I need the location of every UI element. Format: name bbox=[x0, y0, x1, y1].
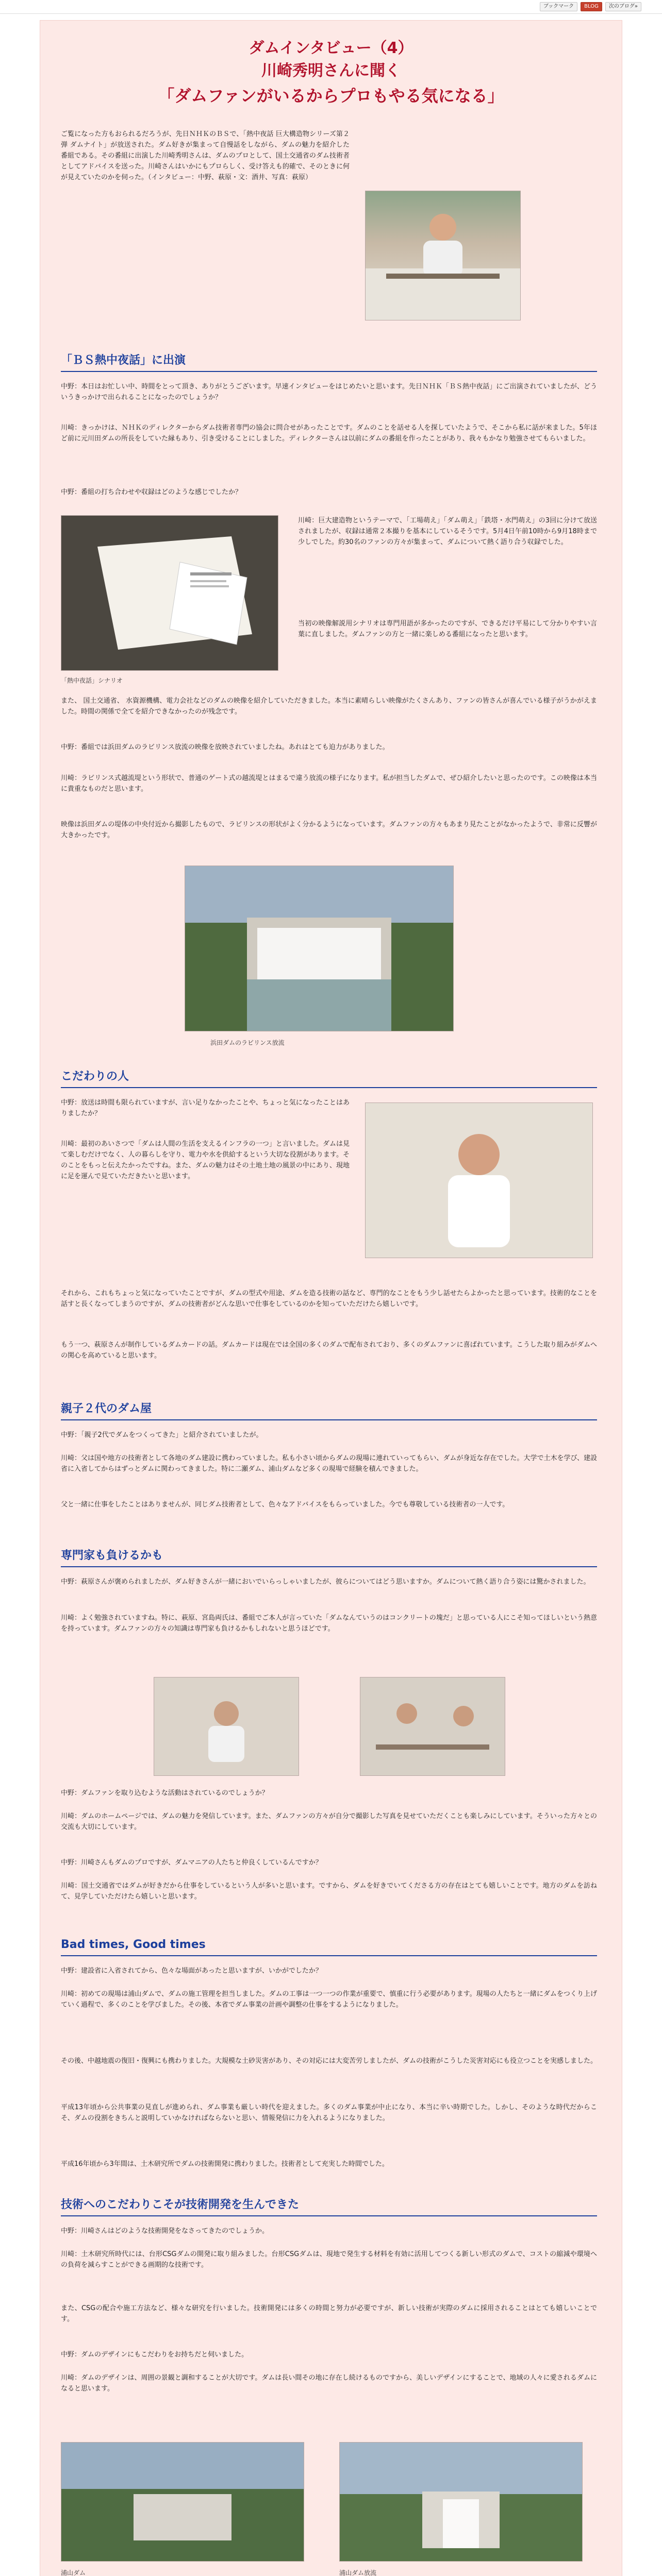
tech-p5: 川崎：ダムのデザインは、周囲の景観と調和することが大切です。ダムは長い間その地に存在し続けるものですから、美しいデザインにすることで、地域の人々に愛されるダムになると思います。 bbox=[61, 2374, 597, 2393]
family-p2: 川崎：父は国や地方の技術者として各地のダム建設に携わっていました。私も小さい頃からダムの現場に連れていってもらい、ダムが身近な存在でした。大学で土木を学び、建設省に入省してからはずっとダムに関わってきました。特に二瀬ダム、浦山ダムなど多くの現場で経験を積んできました。 bbox=[61, 1454, 597, 1473]
caption-scenario: 「熱中夜話」シナリオ bbox=[61, 677, 123, 684]
pro-p5: 中野：川崎さんもダムのプロですが、ダムマニアの人たちと仲良くしているんですか？ bbox=[61, 1859, 322, 1867]
interview-photo-3 bbox=[154, 1677, 299, 1776]
person-speaking-image bbox=[366, 1103, 592, 1258]
ntv-p7: 中野：番組では浜田ダムのラビリンス放流の映像を放映されていましたね。あれはとても迫力がありました。 bbox=[61, 743, 389, 751]
interview-photo-4 bbox=[360, 1677, 505, 1776]
heading-ntv-rule bbox=[61, 371, 597, 372]
origin-p2: 川崎：最初のあいさつで「ダムは人間の生活を支えるインフラの一つ」と言いました。ダムは見て楽しむだけでなく、人の暮らしを守り、電力や水を供給するという大切な役割があります。そのことをもっと伝えたかったですね。また、ダムの魅力はその土地土地の風景の中にあり、現地に足を運んで見ていただきたいと思います。 bbox=[61, 1140, 350, 1180]
caption-urayama-discharge: 浦山ダム放流 bbox=[339, 2569, 377, 2576]
interview-photo-1 bbox=[365, 191, 521, 320]
heading-origin-rule bbox=[61, 1087, 597, 1088]
interview-photo-2 bbox=[365, 1103, 593, 1258]
heading-pro-rule bbox=[61, 1566, 597, 1567]
ntv-p8: 川崎：ラビリンス式越流堤という形状で、普通のゲート式の越流堤とはまるで違う放流の様子になります。私が担当したダムで、ぜひ紹介したいと思ったのです。この映像は本当に貴重なものだと思います。 bbox=[61, 774, 597, 793]
heading-tech-rule bbox=[61, 2215, 597, 2216]
blog-button[interactable]: BLOG bbox=[581, 2, 602, 11]
ntv-p6: また、 国土交通省、 水資源機構、電力会社などのダムの映像を紹介していただきました。本当に素晴らしい映像がたくさんあり、ファンの皆さんが喜んでいる様子がうかがえました。時間の関係で全てを紹介できなかったのが残念です。 bbox=[61, 697, 597, 716]
caption-urayama: 浦山ダム bbox=[61, 2569, 86, 2576]
person-at-desk-image bbox=[366, 191, 520, 320]
tech-p3: また、CSGの配合や施工方法など、様々な研究を行いました。技術開発には多くの時間と努力が必要ですが、新しい技術が実際のダムに採用されることはとても嬉しいことです。 bbox=[61, 2304, 597, 2323]
origin-p1: 中野：放送は時間も限られていますが、言い足りなかったことや、ちょっと気になったことはありましたか？ bbox=[61, 1099, 350, 1117]
heading-tech: 技術へのこだわりこそが技術開発を生んできた bbox=[61, 2198, 300, 2211]
intro-paragraph: ご覧になった方もおられるだろうが、先日ＮＨＫのＢＳで、「熱中夜話 巨大構造物シリーズ第２弾 ダムナイト」が放送された。ダム好きが集まって自慢話をしながら、ダムの魅力を紹介した番組である。その番組に出演した川崎秀明さんは、ダムのプロとして、国土交通省のダム技術者としてアドバイスを送った。川崎さんはいかにもプロらしく、受け答えも的確で、そのときに何が見えていたのかを伺った。（インタビュー：中野、萩原・文：酒井、写真：萩原） bbox=[61, 130, 350, 181]
scenario-book-image bbox=[61, 516, 278, 670]
family-p3: 父と一緒に仕事をしたことはありませんが、同じダム技術者として、色々なアドバイスをもらっていました。今でも尊敬している技術者の一人です。 bbox=[61, 1501, 509, 1509]
tech-p2: 川崎：土木研究所時代には、台形CSGダムの開発に取り組みました。台形CSGダムは、現地で発生する材料を有効に活用してつくる新しい形式のダムで、コストの縮減や環境への負荷を減らすことができる画期的な技術です。 bbox=[61, 2250, 597, 2269]
bookmark-button[interactable]: ブックマーク bbox=[540, 2, 577, 11]
bad-p1: 中野：建設省に入省されてから、色々な場面があったと思いますが、いかがでしたか？ bbox=[61, 1967, 322, 1975]
article-title bbox=[40, 37, 622, 109]
title-line-2: 川崎秀明さんに聞く bbox=[261, 62, 401, 80]
ntv-p1: 中野：本日はお忙しい中、時間をとって頂き、ありがとうございます。早速インタビューをはじめたいと思います。先日ＮＨＫ「ＢＳ熱中夜話」にご出演されていましたが、どういうきっかけで出られることになったのでしょうか？ bbox=[61, 383, 597, 401]
pro-p1: 中野：萩原さんが褒められましたが、ダム好きさんが一緒においでいらっしゃいましたが、彼らについてはどう思いますか。ダムについて熱く語り合う姿には驚かされました。 bbox=[61, 1578, 590, 1586]
article-page bbox=[40, 21, 622, 2576]
ntv-p9: 映像は浜田ダムの堤体の中央付近から撮影したもので、ラビリンスの形状がよく分かるようになっています。ダムファンの方々もあまり見たことがなかったようで、非常に反響が大きかったです。 bbox=[61, 821, 597, 839]
bad-p3: その後、中越地震の復旧・復興にも携わりました。大規模な土砂災害があり、その対応には大変苦労しましたが、ダムの技術がこうした災害対応にも役立つことを実感しました。 bbox=[61, 2057, 598, 2065]
pro-p3: 中野：ダムファンを取り込むような活動はされているのでしょうか？ bbox=[61, 1789, 269, 1797]
ntv-p2: 川崎：きっかけは、ＮＨＫのディレクターからダム技術者専門の協会に問合せがあったことです。ダムのことを話せる人を探していたようで、そこから私に話が来ました。5年ほど前に元川田ダムの所長をしていた縁もあり、引き受けることにしました。ディレクターさんは以前にダムの番組を作ったことがあり、我々もかなり勉強させてもらいました。 bbox=[61, 424, 597, 443]
dam-landscape-image-2 bbox=[340, 2443, 582, 2561]
heading-family-rule bbox=[61, 1419, 597, 1420]
bad-p4: 平成13年頃から公共事業の見直しが進められ、ダム事業も厳しい時代を迎えました。多くのダム事業が中止になり、本当に辛い時期でした。しかし、そのような時代だからこそ、ダムの役割をきちんと説明していかなければならないと思い、情報発信に力を入れるようになりました。 bbox=[61, 2104, 597, 2122]
top-toolbar bbox=[0, 0, 662, 14]
urayama-dam-photo bbox=[61, 2442, 304, 2562]
heading-bad-times-rule bbox=[61, 1955, 597, 1956]
heading-pro: 専門家も負けるかも bbox=[61, 1549, 163, 1562]
bad-p2: 川崎：初めての現場は浦山ダムで、ダムの施工管理を担当しました。ダムの工事は一つ一つの作業が重要で、慎重に行う必要があります。現場の人たちと一緒にダムをつくり上げていく過程で、多くのことを学びました。その後、本省でダム事業の計画や調整の仕事をするようになりました。 bbox=[61, 1990, 597, 2009]
bad-p5: 平成16年頃から3年間は、土木研究所でダムの技術開発に携わりました。技術者として充実した時間でした。 bbox=[61, 2160, 389, 2168]
urayama-discharge-photo bbox=[339, 2442, 583, 2562]
next-blog-button[interactable]: 次のブログ» bbox=[605, 2, 641, 11]
scenario-photo bbox=[61, 515, 278, 671]
heading-ntv: 「ＢＳ熱中夜話」に出演 bbox=[61, 354, 186, 367]
family-p1: 中野：「親子2代でダムをつくってきた」と紹介されていましたが。 bbox=[61, 1431, 263, 1439]
interview-table-image-2 bbox=[360, 1677, 505, 1775]
hamada-dam-photo bbox=[185, 866, 454, 1031]
heading-bad-times: Bad times, Good times bbox=[61, 1938, 206, 1951]
caption-hamada: 浜田ダムのラビリンス放流 bbox=[210, 1039, 285, 1046]
tech-p1: 中野：川崎さんはどのような技術開発をなさってきたのでしょうか。 bbox=[61, 2227, 269, 2235]
pro-p6: 川崎：国土交通省ではダムが好きだから仕事をしているという人が多いと思います。ですから、ダムを好きでいてくださる方の存在はとても嬉しいことです。地方のダムを訪ねて、見学していただけたら嬉しいと思います。 bbox=[61, 1882, 597, 1901]
title-line-3: 「ダムファンがいるからプロもやる気になる」 bbox=[158, 86, 504, 106]
origin-p4: もう一つ、萩原さんが制作しているダムカードの話。ダムカードは現在では全国の多くのダムで配布されており、多くのダムファンに喜ばれています。こうした取り組みがダムへの関心を高めていると思います。 bbox=[61, 1341, 597, 1360]
pro-p2: 川崎：よく勉強されていますね。特に、萩原、宮島両氏は、番組でご本人が言っていた「ダムなんていうのはコンクリートの塊だ」と思っている人にこそ知ってほしいという熱意を持っています。ダムファンの方々の知識は専門家も負けるかもしれないと思うほどです。 bbox=[61, 1614, 597, 1633]
dam-spillway-image bbox=[185, 866, 453, 1031]
interview-table-image-1 bbox=[154, 1677, 299, 1775]
tech-p4: 中野：ダムのデザインにもこだわりをお持ちだと伺いました。 bbox=[61, 2351, 249, 2359]
ntv-p3: 中野：番組の打ち合わせや収録はどのような感じでしたか？ bbox=[61, 488, 242, 496]
toolbar-buttons bbox=[540, 2, 641, 11]
pro-p4: 川崎：ダムのホームページでは、ダムの魅力を発信しています。また、ダムファンの方々が自分で撮影した写真を見せていただくことも楽しみにしています。そういった方々との交流も大切にしています。 bbox=[61, 1812, 597, 1831]
heading-family: 親子２代のダム屋 bbox=[61, 1402, 152, 1415]
dam-landscape-image-1 bbox=[61, 2443, 304, 2561]
origin-p3: それから、これもちょっと気になっていたことですが、ダムの型式や用途、ダムを造る技術の話など、専門的なことをもう少し話せたらよかったと思っています。技術的なことを話すと長くなってしまうのですが、ダムの技術者がどんな思いで仕事をしているのかを知っていただけたら嬉しいです。 bbox=[61, 1290, 597, 1308]
title-line-1: ダムインタビュー（4） bbox=[249, 39, 413, 57]
ntv-p4: 川崎：巨大建造物というテーマで、「工場萌え」「ダム萌え」「鉄塔・水門萌え」の3回に分けて放送されましたが、収録は通常２本撮りを基本にしているそうです。5月4日午前10時から9月18時まで少しでした。約30名のファンの方々が集まって、ダムについて熱く語り合う収録でした。 bbox=[298, 517, 597, 546]
ntv-p5: 当初の映像解説用シナリオは専門用語が多かったのですが、できるだけ平易にして分かりやすい言葉に直しました。ダムファンの方と一緒に楽しめる番組になったと思います。 bbox=[298, 620, 597, 638]
heading-origin: こだわりの人 bbox=[61, 1070, 129, 1083]
